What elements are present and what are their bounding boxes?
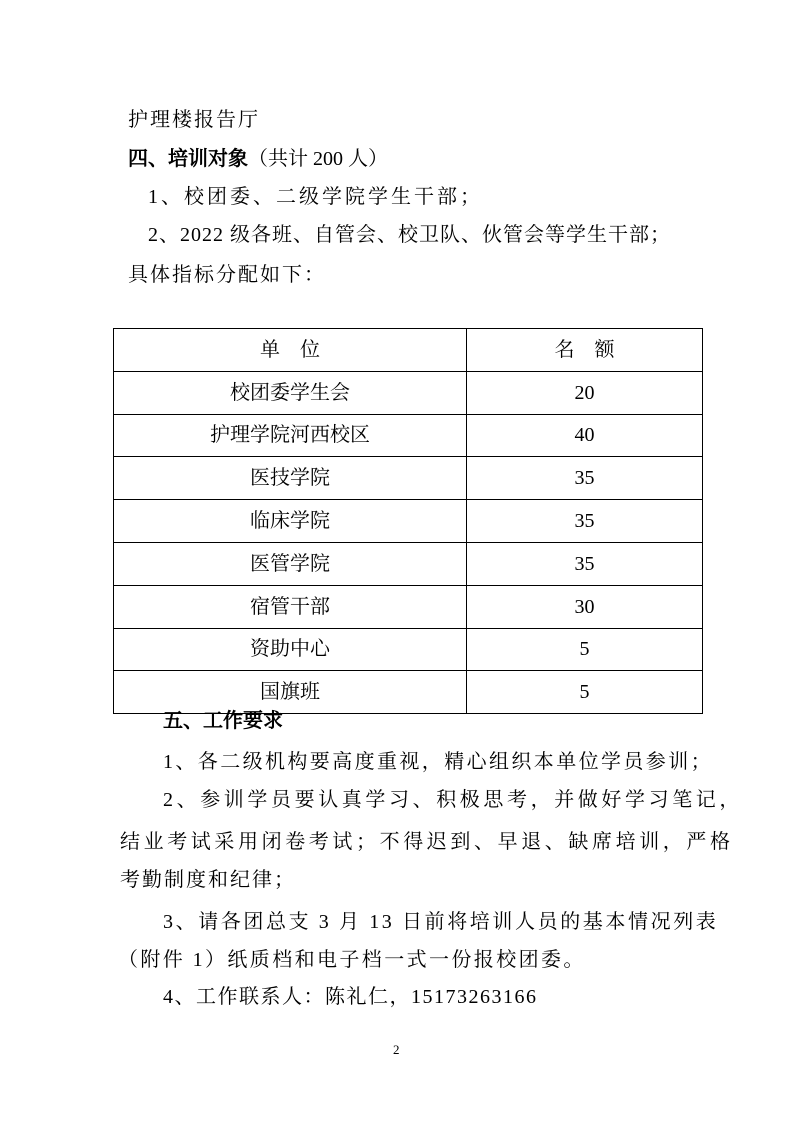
unit-cell: 医管学院 xyxy=(114,542,467,585)
table-row xyxy=(114,371,703,414)
unit-cell: 国旗班 xyxy=(114,671,467,714)
table-row xyxy=(114,628,703,671)
section5-line-3: 结业考试采用闭卷考试；不得迟到、早退、缺席培训，严格 xyxy=(120,831,734,853)
section5-line-4: 考勤制度和纪律； xyxy=(120,869,296,891)
quota-cell: 35 xyxy=(467,457,703,500)
table-intro: 具体指标分配如下： xyxy=(128,264,326,286)
quota-cell: 20 xyxy=(467,371,703,414)
quota-cell: 5 xyxy=(467,628,703,671)
unit-cell: 宿管干部 xyxy=(114,585,467,628)
table-header-row xyxy=(114,329,703,372)
unit-cell: 医技学院 xyxy=(114,457,467,500)
unit-cell: 临床学院 xyxy=(114,500,467,543)
table-row xyxy=(114,457,703,500)
venue-line: 护理楼报告厅 xyxy=(128,109,260,131)
unit-cell: 护理学院河西校区 xyxy=(114,414,467,457)
quota-cell: 5 xyxy=(467,671,703,714)
quota-cell: 30 xyxy=(467,585,703,628)
section4-item-2: 2、2022 级各班、自管会、校卫队、伙管会等学生干部； xyxy=(148,224,671,246)
quota-table xyxy=(113,328,703,714)
table-row xyxy=(114,585,703,628)
header-unit: 单 位 xyxy=(114,329,467,372)
section5-line-2: 2、参训学员要认真学习、积极思考，并做好学习笔记， xyxy=(163,789,743,811)
quota-cell: 35 xyxy=(467,500,703,543)
table-row xyxy=(114,542,703,585)
section5-title: 五、工作要求 xyxy=(163,708,283,732)
table-row xyxy=(114,414,703,457)
section4-note: （共计 200 人） xyxy=(248,148,388,170)
section5-line-7: 4、工作联系人：陈礼仁，15173263166 xyxy=(163,986,538,1008)
section5-line-5: 3、请各团总支 3 月 13 日前将培训人员的基本情况列表 xyxy=(163,911,719,933)
header-quota: 名 额 xyxy=(467,329,703,372)
table-row xyxy=(114,500,703,543)
section5-line-1: 1、各二级机构要高度重视，精心组织本单位学员参训； xyxy=(163,751,713,773)
unit-cell: 资助中心 xyxy=(114,628,467,671)
page-number: 2 xyxy=(393,1042,400,1057)
section5-line-6: （附件 1）纸质档和电子档一式一份报校团委。 xyxy=(118,949,586,971)
section4-heading xyxy=(128,146,388,171)
quota-cell: 35 xyxy=(467,542,703,585)
section4-title: 四、培训对象 xyxy=(128,146,248,170)
section4-item-1: 1、校团委、二级学院学生干部； xyxy=(148,186,483,208)
quota-cell: 40 xyxy=(467,414,703,457)
unit-cell: 校团委学生会 xyxy=(114,371,467,414)
